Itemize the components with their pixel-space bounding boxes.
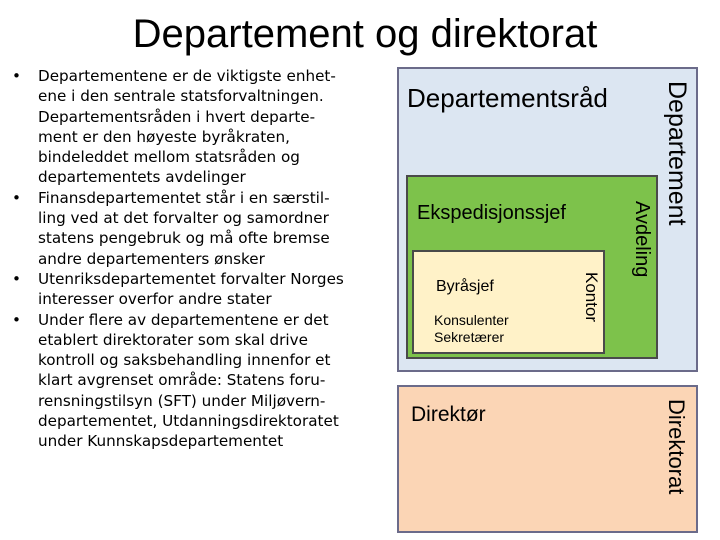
departement-label: Departement <box>663 81 691 226</box>
bullet-line: Utenriksdepartementet forvalter Norges <box>38 269 344 288</box>
byrasjef-label: Byråsjef <box>436 278 494 295</box>
bullet-line: ling ved at det forvalter og samordner <box>38 209 329 228</box>
bullet-marker: • <box>12 67 21 85</box>
avdeling-label: Avdeling <box>631 201 653 278</box>
departementsrad-label: Departementsråd <box>407 83 608 113</box>
direktorat-box <box>397 385 698 533</box>
kontor-box <box>412 250 605 354</box>
bullet-line: ene i den sentrale statsforvaltningen. <box>38 87 324 106</box>
direktorat-label: Direktorat <box>664 399 689 495</box>
bullet-line: andre departementers ønsker <box>38 249 265 268</box>
bullet-marker: • <box>12 188 21 207</box>
bullet-marker: • <box>12 310 21 329</box>
bullet-line: under Kunnskapsdepartementet <box>38 432 284 451</box>
bullet-item <box>10 66 375 188</box>
bullet-line: statens pengebruk og må ofte bremse <box>38 229 330 248</box>
sekretaerer-label: Sekretærer <box>434 329 505 345</box>
bullet-line: rensningstilsyn (SFT) under Miljøvern- <box>38 391 326 410</box>
kontor-label: Kontor <box>582 272 601 323</box>
bullet-list <box>10 66 375 452</box>
bullet-line: klart avgrenset område: Statens foru- <box>38 371 326 390</box>
ekspedisjonssjef-label: Ekspedisjonssjef <box>417 202 566 224</box>
bullet-line: ment er den høyeste byråkraten, <box>38 127 290 146</box>
bullet-line: departementet, Utdanningsdirektoratet <box>38 412 339 431</box>
bullet-line: bindeleddet mellom statsråden og <box>38 148 300 167</box>
bullet-line: kontroll og saksbehandling innenfor et <box>38 351 331 370</box>
bullet-line: departementets avdelinger <box>38 168 246 187</box>
bullet-line: Departementene er de viktigste enhet- <box>38 67 336 85</box>
bullet-item <box>10 188 375 269</box>
bullet-line: Departementsråden i hvert departe- <box>38 107 316 126</box>
bullet-marker: • <box>12 269 21 288</box>
page-title: Departement og direktorat <box>132 12 598 56</box>
direktor-label: Direktør <box>411 403 486 426</box>
bullet-line: etablert direktorater som skal drive <box>38 330 308 349</box>
bullet-line: interesser overfor andre stater <box>38 290 272 309</box>
bullet-line: Under flere av departementene er det <box>38 310 329 329</box>
bullet-item <box>10 310 375 452</box>
bullet-line: Finansdepartementet står i en særstil- <box>38 188 330 207</box>
bullet-item <box>10 269 375 310</box>
konsulenter-label: Konsulenter <box>434 312 509 328</box>
